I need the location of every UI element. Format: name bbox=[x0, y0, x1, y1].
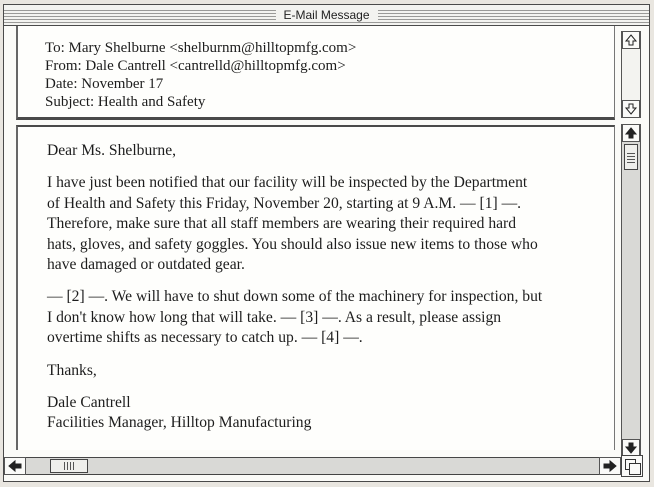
paragraph-2 bbox=[47, 287, 607, 348]
email-window bbox=[3, 4, 650, 482]
horizontal-scroll-thumb[interactable] bbox=[50, 459, 88, 473]
body-line: I don't know how long that will take. — [3] —. As a result, please assign bbox=[47, 308, 502, 326]
message-body bbox=[47, 141, 607, 434]
body-line: — [2] —. We will have to shut down some of the machinery for inspection, but bbox=[47, 288, 543, 306]
horizontal-scrollbar[interactable] bbox=[4, 457, 621, 475]
body-line: of Health and Safety this Friday, November 20, starting at 9 A.M. — [1] —. bbox=[47, 194, 522, 212]
closing: Thanks, bbox=[47, 361, 97, 379]
body-line: Therefore, make sure that all staff members are wearing their required hard bbox=[47, 215, 517, 233]
scroll-thumb[interactable] bbox=[624, 144, 638, 170]
body-line: I have just been notified that our facility will be inspected by the Department bbox=[47, 174, 528, 192]
message-header-pane bbox=[16, 26, 615, 120]
up-arrow-icon[interactable] bbox=[622, 124, 640, 142]
message-header bbox=[45, 39, 356, 111]
right-arrow-icon[interactable] bbox=[599, 457, 621, 475]
to-line: To: Mary Shelburne <shelburnm@hilltopmfg.com> bbox=[45, 40, 357, 56]
paragraph-1 bbox=[47, 173, 607, 275]
down-arrow-icon[interactable] bbox=[622, 100, 640, 118]
subject-line: Subject: Health and Safety bbox=[45, 94, 206, 110]
body-line: have damaged or outdated gear. bbox=[47, 256, 245, 274]
header-scrollbar[interactable] bbox=[621, 31, 641, 118]
up-arrow-icon[interactable] bbox=[622, 31, 640, 49]
from-line: From: Dale Cantrell <cantrelld@hilltopmfg.com> bbox=[45, 58, 346, 74]
signature-name: Dale Cantrell bbox=[47, 394, 131, 412]
greeting: Dear Ms. Shelburne, bbox=[47, 142, 177, 159]
resize-icon[interactable] bbox=[621, 455, 643, 477]
body-line: hats, gloves, and safety goggles. You should also issue new items to those who bbox=[47, 235, 538, 253]
window-title: E-Mail Message bbox=[275, 8, 377, 22]
date-line: Date: November 17 bbox=[45, 76, 164, 92]
signature-title: Facilities Manager, Hilltop Manufacturing bbox=[47, 414, 312, 432]
signature bbox=[47, 393, 607, 434]
left-arrow-icon[interactable] bbox=[4, 457, 26, 475]
body-line: overtime shifts as necessary to catch up. — [4] —. bbox=[47, 329, 363, 347]
message-body-pane[interactable] bbox=[16, 125, 615, 450]
title-bar[interactable] bbox=[4, 5, 649, 26]
body-scrollbar[interactable] bbox=[621, 124, 641, 457]
